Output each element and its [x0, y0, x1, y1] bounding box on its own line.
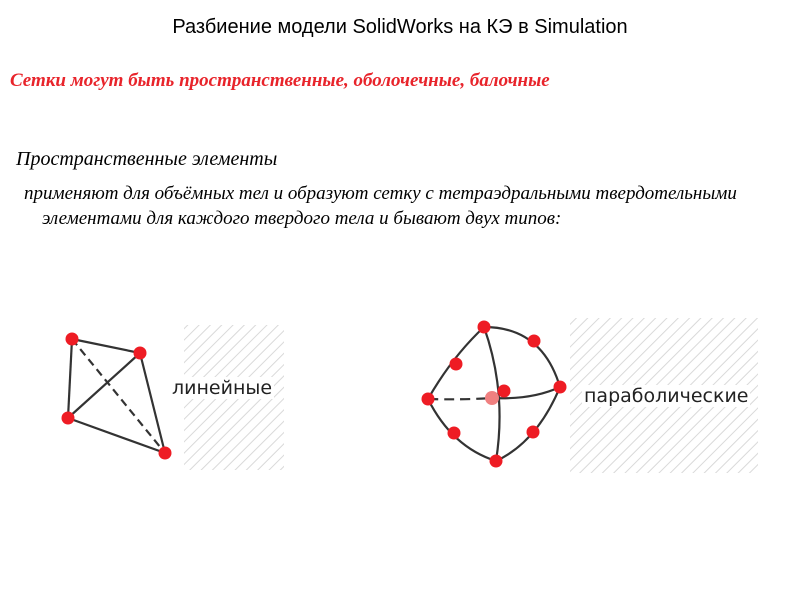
edge: [68, 339, 72, 418]
parabolic-element-figure: [412, 312, 762, 477]
solid-elements-description: применяют для объёмных тел и образуют сетку с тетраэдральными твердотельными элементами для каждого твердого тела и бывают двух типов:: [24, 183, 737, 229]
node: [134, 347, 147, 360]
edge: [68, 353, 140, 418]
node: [62, 412, 75, 425]
node: [450, 358, 463, 371]
node: [554, 381, 567, 394]
node: [490, 455, 503, 468]
node: [527, 426, 540, 439]
mesh-types-heading: Сетки могут быть пространственные, оболочечные, балочные: [10, 70, 550, 91]
node: [66, 333, 79, 346]
linear-element-figure: [50, 315, 290, 475]
hidden-node: [485, 391, 499, 405]
slide-title: Разбиение модели SolidWorks на КЭ в Simulation: [172, 16, 628, 38]
edge: [484, 327, 560, 387]
hidden-edge: [428, 398, 492, 399]
node: [498, 385, 511, 398]
node: [422, 393, 435, 406]
node: [159, 447, 172, 460]
solid-elements-heading: Пространственные элементы: [16, 148, 278, 170]
node: [478, 321, 491, 334]
edge: [140, 353, 165, 453]
parabolic-label: параболические: [584, 385, 749, 407]
linear-label: линейные: [172, 377, 273, 399]
node: [448, 427, 461, 440]
node: [528, 335, 541, 348]
edge: [428, 399, 496, 461]
